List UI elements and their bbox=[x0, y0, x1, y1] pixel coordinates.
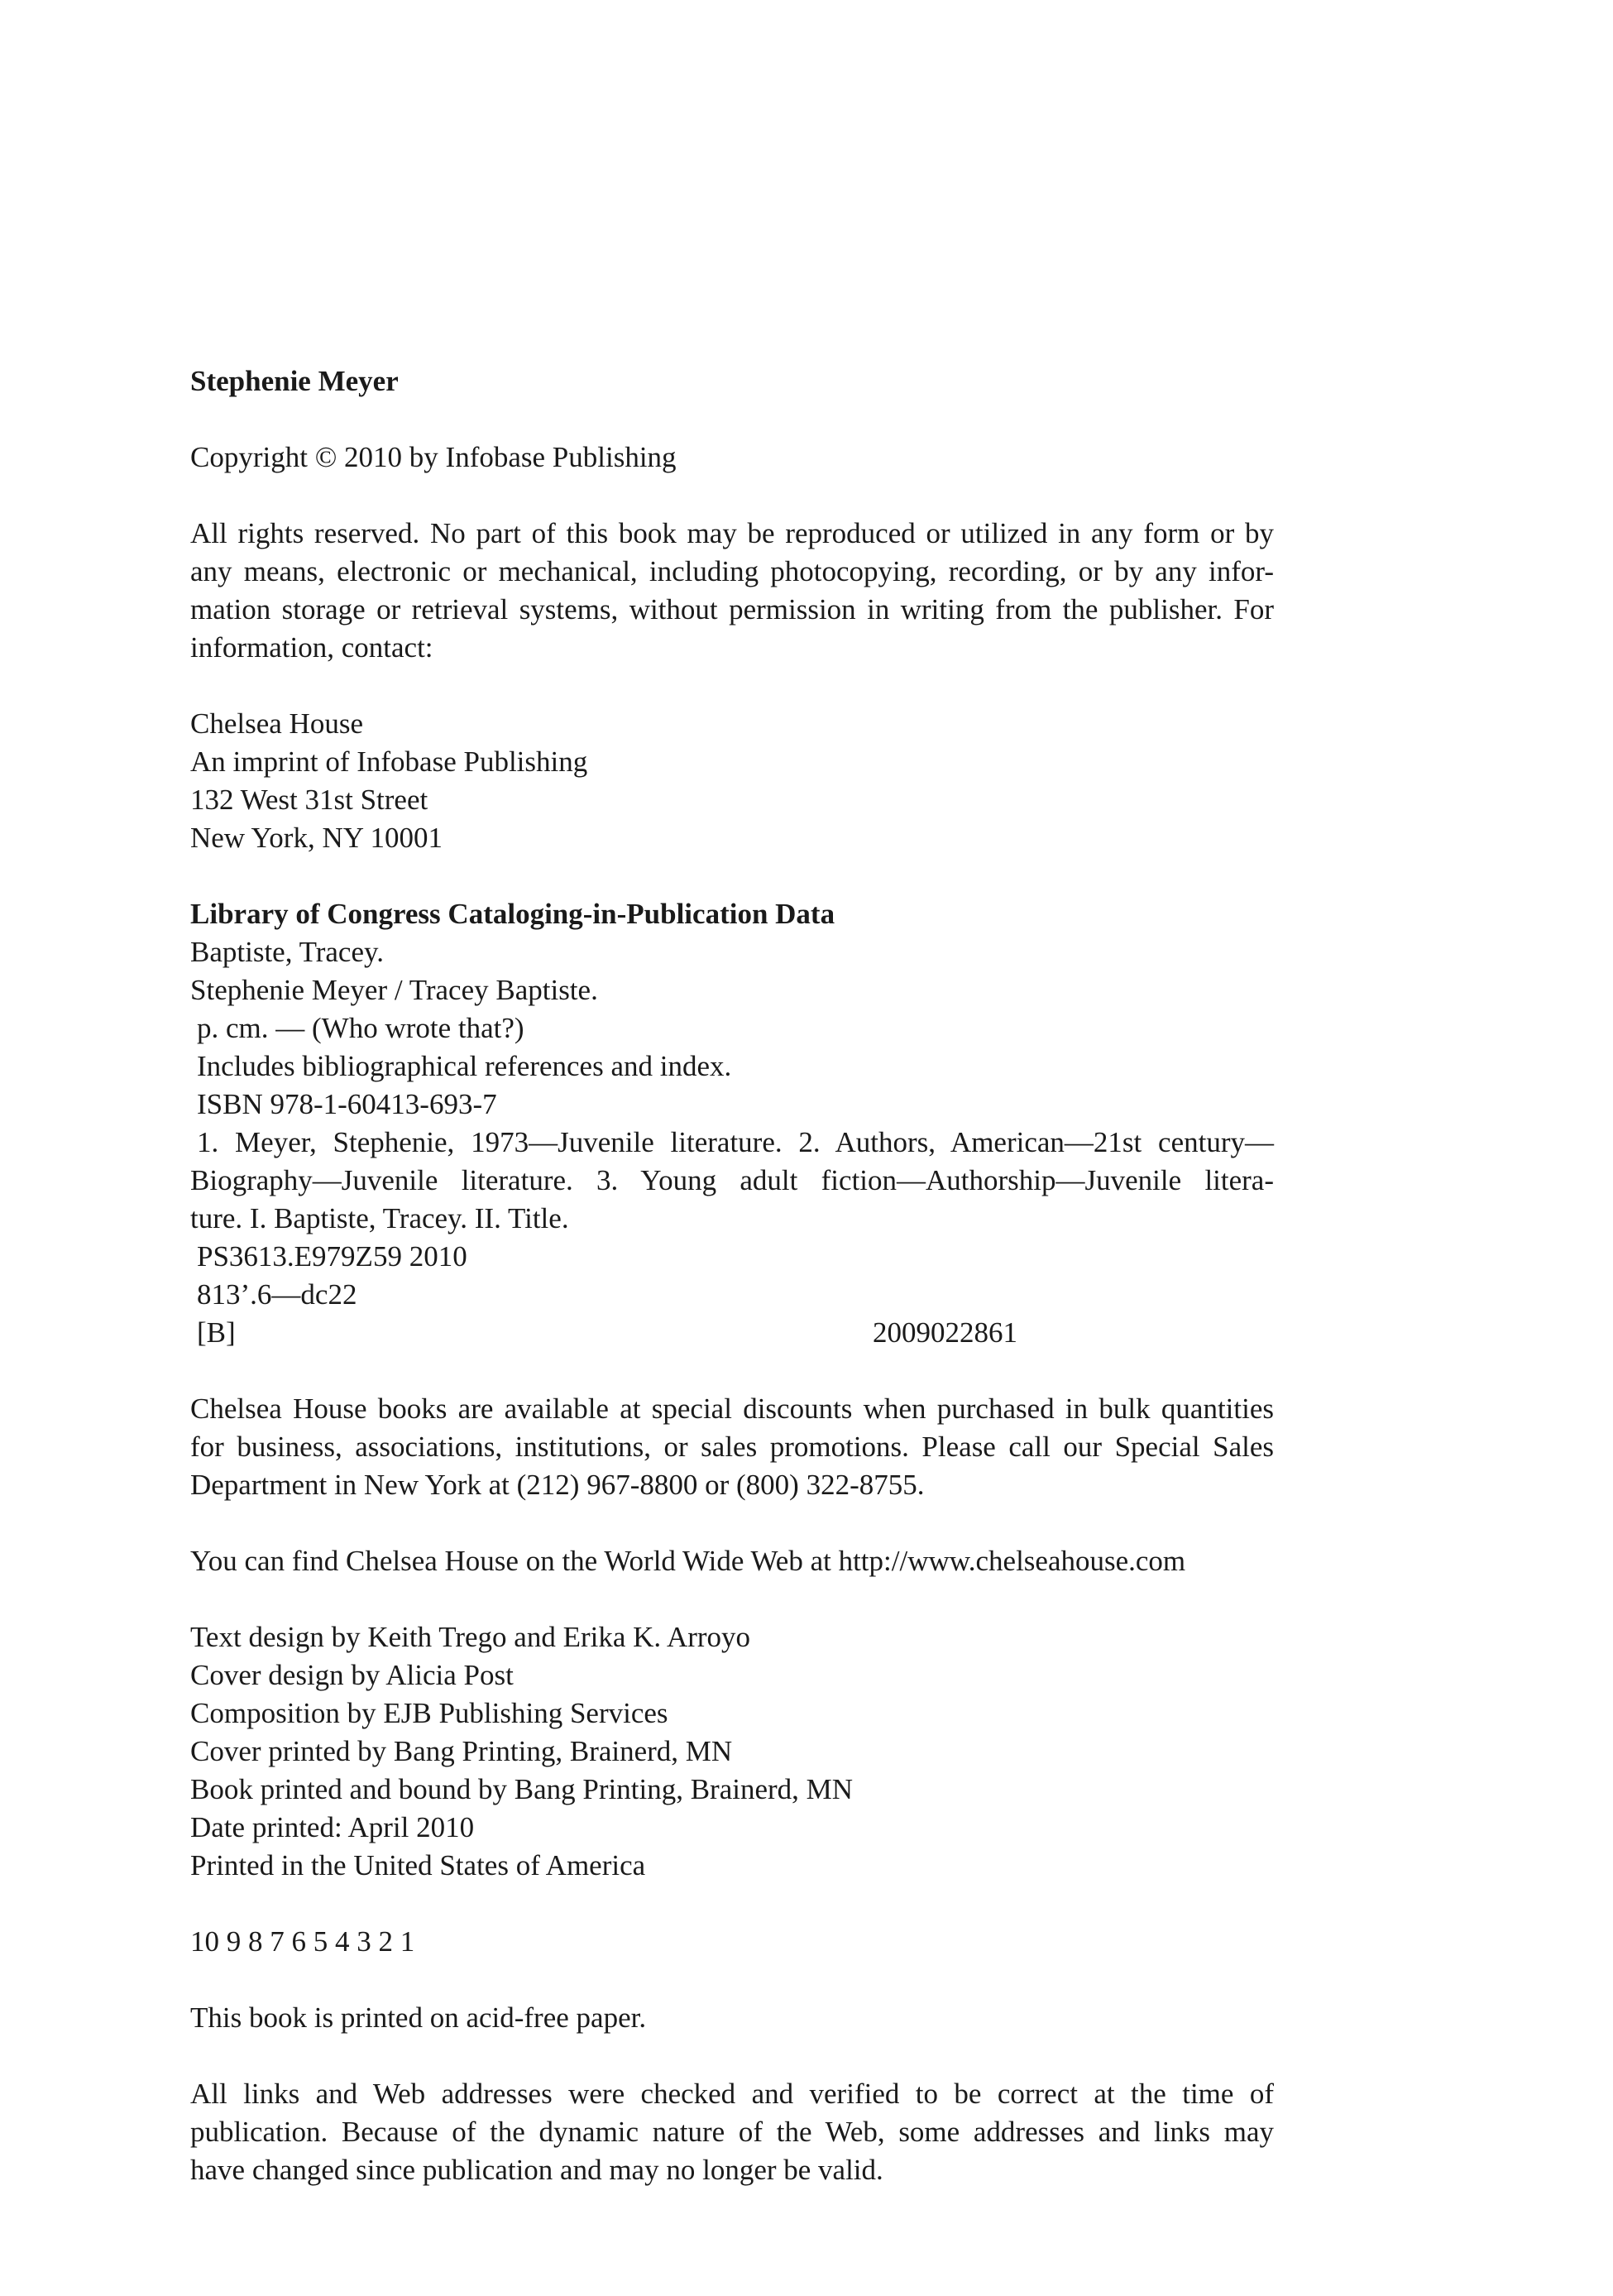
credit-line: Composition by EJB Publishing Services bbox=[190, 1697, 668, 1729]
discounts-line: Chelsea House books are available at special discounts when purchased in bulk quantities bbox=[190, 1392, 1274, 1425]
discounts-line: for business, associations, institutions, or sales promotions. Please call our Special Sales bbox=[190, 1431, 1274, 1463]
cip-lccn: 2009022861 bbox=[873, 1316, 1017, 1349]
disclaimer-line: have changed since publication and may no longer be valid. bbox=[190, 2154, 883, 2186]
disclaimer-line: All links and Web addresses were checked and verified to be correct at the time of bbox=[190, 2078, 1274, 2110]
cip-includes: Includes bibliographical references and index. bbox=[197, 1050, 732, 1082]
printing-line: 10 9 8 7 6 5 4 3 2 1 bbox=[190, 1925, 415, 1958]
credit-line: Book printed and bound by Bang Printing, Brainerd, MN bbox=[190, 1773, 854, 1805]
cip-subject-line: Biography—Juvenile literature. 3. Young adult fiction—Authorship—Juvenile litera- bbox=[190, 1164, 1274, 1196]
credit-line: Printed in the United States of America bbox=[190, 1849, 646, 1881]
credit-line: Text design by Keith Trego and Erika K. Arroyo bbox=[190, 1621, 751, 1653]
publisher-address bbox=[190, 705, 1274, 857]
publisher-name: Chelsea House bbox=[190, 707, 363, 740]
cip-subject-line: ture. I. Baptiste, Tracey. II. Title. bbox=[190, 1202, 569, 1234]
credit-line: Date printed: April 2010 bbox=[190, 1811, 475, 1843]
discounts-line: Department in New York at (212) 967-8800 or (800) 322-8755. bbox=[190, 1469, 925, 1501]
copyright-notice: Copyright © 2010 by Infobase Publishing bbox=[190, 441, 677, 473]
rights-line: any means, electronic or mechanical, including photocopying, recording, or by any infor- bbox=[190, 555, 1274, 587]
cip-subject-line: 1. Meyer, Stephenie, 1973—Juvenile literature. 2. Authors, American—21st century— bbox=[197, 1126, 1274, 1158]
discounts-paragraph bbox=[190, 1390, 1274, 1504]
rights-line: mation storage or retrieval systems, without permission in writing from the publisher. For bbox=[190, 593, 1274, 626]
credit-line: Cover printed by Bang Printing, Brainerd, MN bbox=[190, 1735, 733, 1767]
cip-author: Baptiste, Tracey. bbox=[190, 936, 384, 968]
cip-heading: Library of Congress Cataloging-in-Publication Data bbox=[190, 898, 835, 930]
acid-free-notice: This book is printed on acid-free paper. bbox=[190, 2001, 647, 2034]
cip-code-row bbox=[190, 1314, 1017, 1352]
rights-line: information, contact: bbox=[190, 631, 433, 664]
web-notice: You can find Chelsea House on the World Wide Web at http://www.chelseahouse.com bbox=[190, 1545, 1186, 1577]
publisher-imprint: An imprint of Infobase Publishing bbox=[190, 745, 588, 778]
rights-line: All rights reserved. No part of this book may be reproduced or utilized in any form or by bbox=[190, 517, 1274, 549]
credit-line: Cover design by Alicia Post bbox=[190, 1659, 514, 1691]
cip-data bbox=[190, 895, 1274, 1352]
publisher-street: 132 West 31st Street bbox=[190, 784, 428, 816]
cip-isbn: ISBN 978-1-60413-693-7 bbox=[197, 1088, 497, 1120]
cip-code: [B] bbox=[197, 1316, 236, 1349]
cip-call-number: PS3613.E979Z59 2010 bbox=[197, 1240, 467, 1273]
publisher-city: New York, NY 10001 bbox=[190, 822, 443, 854]
cip-dewey: 813’.6—dc22 bbox=[197, 1278, 357, 1311]
rights-paragraph bbox=[190, 515, 1274, 667]
cip-series: p. cm. — (Who wrote that?) bbox=[197, 1012, 524, 1044]
book-title: Stephenie Meyer bbox=[190, 365, 399, 397]
credits bbox=[190, 1618, 1274, 1885]
disclaimer-line: publication. Because of the dynamic nature of the Web, some addresses and links may bbox=[190, 2116, 1274, 2148]
copyright-page bbox=[190, 362, 1274, 2227]
cip-title: Stephenie Meyer / Tracey Baptiste. bbox=[190, 974, 598, 1006]
disclaimer-paragraph bbox=[190, 2075, 1274, 2189]
